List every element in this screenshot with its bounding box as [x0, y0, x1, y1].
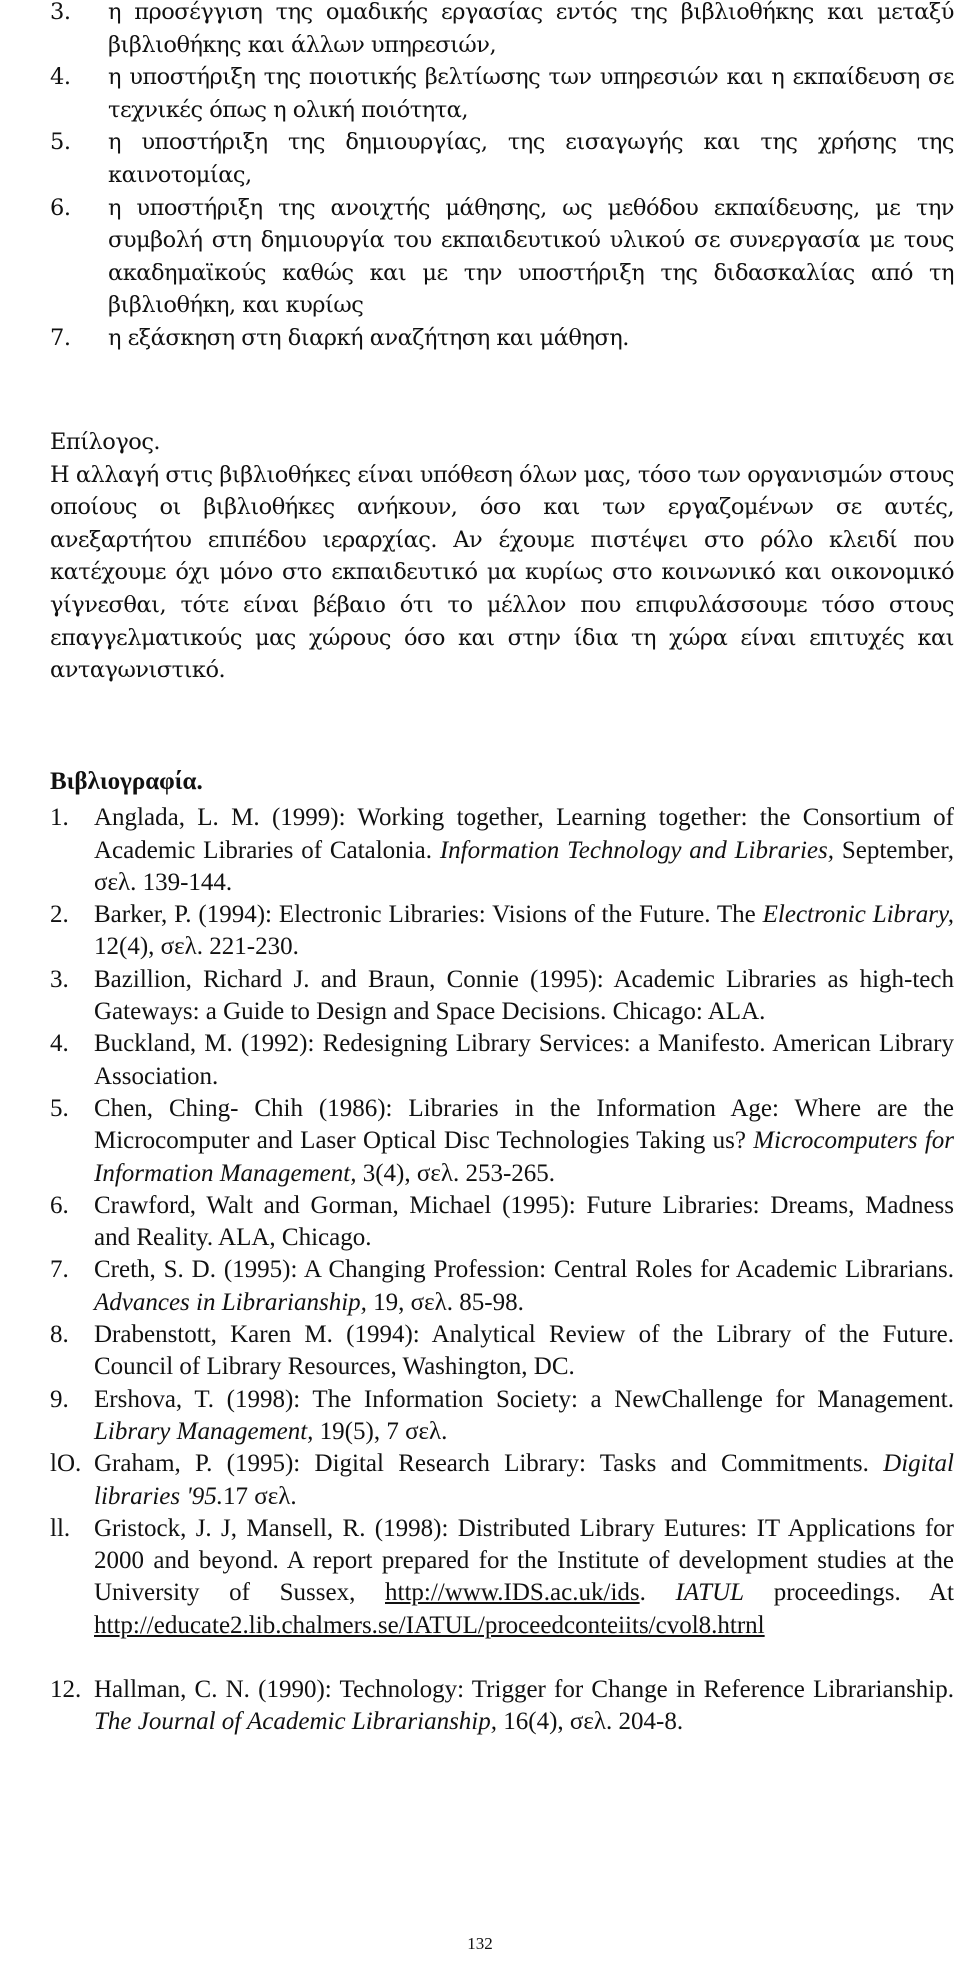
- reference-number: lO.: [50, 1450, 82, 1478]
- list-item: [48, 0, 954, 61]
- reference-item: [50, 802, 954, 899]
- reference-number: 9.: [50, 1385, 69, 1413]
- reference-number: 12.: [50, 1676, 82, 1704]
- epilogue-paragraph: Η αλλαγή στις βιβλιοθήκες είναι υπόθεση όλων μας, τόσο των οργανισμών στους οποίους οι βιβλιοθήκες ανήκουν, όσο και των εργαζομένων σε αυτές, ανεξαρτήτου επιπέδου ιεραρχίας. Αν έχουμε πιστέψει στο ρόλο κλειδί που κατέχουμε όχι μόνο στο εκπαιδευτικό μα κυρίως στο κοινωνικό και οικονομικό γίγνεσθαι, τότε είναι βέβαιο ότι το μέλλον που επιφυλάσσουμε τόσο στους επαγγελματικούς μας χώρους όσο και στην ίδια τη χώρα είναι επιτυχές και ανταγωνιστικό.: [50, 461, 954, 684]
- list-text: η εξάσκηση στη διαρκή αναζήτηση και μάθηση.: [108, 324, 629, 351]
- reference-text: Chen, Ching- Chih (1986): Libraries in the Information Age: Where are the Microcomputer and Laser Optical Disc Technologies Taking us? Microcomputers for Information Management, 3(4), σελ. 253-265.: [94, 1094, 954, 1187]
- list-text: η υποστήριξη της δημιουργίας, της εισαγωγής και της χρήσης της καινοτομίας,: [108, 129, 954, 188]
- reference-number: 8.: [50, 1321, 69, 1349]
- reference-text: Barker, P. (1994): Electronic Libraries: Visions of the Future. The Electronic Library, 12(4), σελ. 221-230.: [94, 901, 954, 961]
- reference-link[interactable]: http://educate2.lib.chalmers.se/IATUL/proceedconteiits/cvol8.htrnl: [94, 1611, 765, 1639]
- reference-item: [50, 899, 954, 964]
- list-text: η προσέγγιση της ομαδικής εργασίας εντός της βιβλιοθήκης και μεταξύ βιβλιοθήκης και άλλων υπηρεσιών,: [108, 0, 954, 58]
- list-text: η υποστήριξη της ανοιχτής μάθησης, ως μεθόδου εκπαίδευσης, με την συμβολή στη δημιουργία του εκπαιδευτικού υλικού σε συνεργασία με τους ακαδημαϊκούς καθώς και με την υποστήριξη της διδασκαλίας από τη βιβλιοθήκη, και κυρίως: [108, 194, 954, 319]
- reference-text: Bazillion, Richard J. and Braun, Connie (1995): Academic Libraries as high-tech Gateways: a Guide to Design and Space Decisions. Chicago: ALA.: [94, 965, 954, 1026]
- reference-number: 4.: [50, 1030, 69, 1058]
- list-item: [48, 192, 954, 322]
- reference-item: [50, 1319, 954, 1384]
- list-number: 6.: [50, 194, 71, 221]
- reference-number: 1.: [50, 804, 69, 832]
- epilogue-heading: Επίλογος.: [50, 429, 161, 455]
- bibliography-section: [50, 766, 954, 1739]
- epilogue-section: [50, 426, 954, 687]
- reference-number: 7.: [50, 1256, 69, 1284]
- reference-item: [50, 1513, 954, 1642]
- reference-number: ll.: [50, 1514, 71, 1542]
- reference-number: 3.: [50, 965, 69, 993]
- reference-text: Graham, P. (1995): Digital Research Library: Tasks and Commitments. Digital libraries '95.17 σελ.: [94, 1450, 954, 1510]
- reference-text: Ershova, T. (1998): The Information Society: a NewChallenge for Management. Library Management, 19(5), 7 σελ.: [94, 1385, 954, 1445]
- reference-item: [50, 1674, 954, 1739]
- list-number: 7.: [50, 324, 71, 351]
- reference-text: Crawford, Walt and Gorman, Michael (1995): Future Libraries: Dreams, Madness and Reality. ALA, Chicago.: [94, 1191, 954, 1252]
- spacer: [50, 1642, 954, 1674]
- reference-text: Hallman, C. N. (1990): Technology: Trigger for Change in Reference Librarianship. The Journal of Academic Librarianship, 16(4), σελ. 204-8.: [94, 1676, 954, 1736]
- reference-item: [50, 1093, 954, 1190]
- reference-text: Buckland, M. (1992): Redesigning Library Services: a Manifesto. American Library Association.: [94, 1030, 954, 1090]
- reference-text: Gristock, J. J, Mansell, R. (1998): Distributed Library Eutures: IT Applications for 2000 and beyond. A report prepared for the Institute of development studies at the University of Sussex, http://www.IDS.ac.uk/ids. IATUL proceedings. At http://educate2.lib.chalmers.se/IATUL/proceedconteiits/cvol8.htrnl: [94, 1514, 954, 1639]
- list-text: η υποστήριξη της ποιοτικής βελτίωσης των υπηρεσιών και η εκπαίδευση σε τεχνικές όπως η ολική ποιότητα,: [108, 64, 954, 123]
- reference-item: [50, 1028, 954, 1093]
- reference-number: 5.: [50, 1094, 69, 1122]
- reference-number: 6.: [50, 1191, 69, 1219]
- list-number: 4.: [50, 64, 71, 91]
- list-item: [48, 322, 954, 355]
- reference-item: [50, 964, 954, 1029]
- reference-text: Anglada, L. M. (1999): Working together, Learning together: the Consortium of Academic Libraries of Catalonia. Information Technology and Libraries, September, σελ. 139-144.: [94, 804, 954, 896]
- reference-text: Creth, S. D. (1995): A Changing Profession: Central Roles for Academic Librarians. Advances in Librarianship, 19, σελ. 85-98.: [94, 1256, 954, 1316]
- reference-item: [50, 1448, 954, 1513]
- reference-item: [50, 1254, 954, 1319]
- reference-item: [50, 1190, 954, 1255]
- reference-link[interactable]: http://www.IDS.ac.uk/ids: [385, 1579, 640, 1607]
- reference-number: 2.: [50, 901, 69, 929]
- list-number: 3.: [50, 0, 71, 25]
- objectives-list: [48, 0, 954, 355]
- list-item: [48, 61, 954, 126]
- reference-item: [50, 1384, 954, 1449]
- reference-text: Drabenstott, Karen M. (1994): Analytical Review of the Library of the Future. Council of Library Resources, Washington, DC.: [94, 1321, 954, 1381]
- list-number: 5.: [50, 129, 71, 156]
- bibliography-title: Βιβλιογραφία.: [50, 768, 203, 795]
- page-number: 132: [467, 1934, 493, 1953]
- list-item: [48, 126, 954, 191]
